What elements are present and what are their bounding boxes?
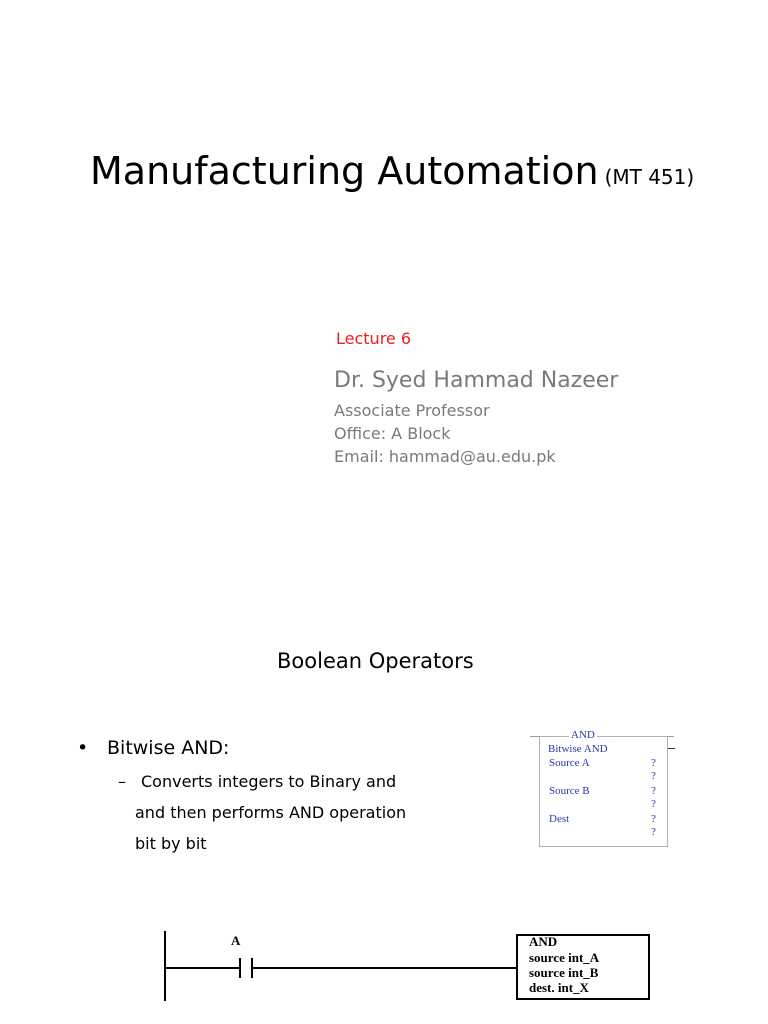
ladder-box-line: dest. int_X xyxy=(529,980,589,995)
block-placeholder: ? xyxy=(651,798,656,810)
block-source-a-label: Source A xyxy=(549,757,590,769)
block-source-b-label: Source B xyxy=(549,785,590,797)
block-title: AND xyxy=(571,729,595,741)
section-heading: Boolean Operators xyxy=(277,649,474,673)
block-name: Bitwise AND xyxy=(548,743,608,755)
sub-bullet-line: Converts integers to Binary and xyxy=(141,772,397,791)
ladder-rung-left xyxy=(164,967,239,969)
block-placeholder: ? xyxy=(651,785,656,797)
ladder-box-line: AND xyxy=(529,934,558,949)
author-name: Dr. Syed Hammad Nazeer xyxy=(334,368,619,393)
author-role: Associate Professor xyxy=(334,401,490,420)
block-placeholder: ? xyxy=(651,826,656,838)
block-output-stub xyxy=(668,748,675,749)
bullet-marker: • xyxy=(77,737,89,759)
sub-bullet-marker: – xyxy=(118,772,126,791)
block-dest-label: Dest xyxy=(549,813,570,825)
sub-bullet-line: bit by bit xyxy=(135,834,207,853)
sub-bullet-line: and then performs AND operation xyxy=(135,803,407,822)
ladder-left-rail xyxy=(164,931,166,1001)
title-text: Manufacturing Automation xyxy=(90,149,599,193)
author-email: Email: hammad@au.edu.pk xyxy=(334,447,556,466)
course-code: (MT 451) xyxy=(604,165,695,189)
ladder-box-line: source int_A xyxy=(529,950,600,965)
contact-label: A xyxy=(231,933,241,948)
bullet-item: Bitwise AND: xyxy=(107,737,230,759)
ladder-box-line: source int_B xyxy=(529,965,599,980)
lecture-number: Lecture 6 xyxy=(336,329,412,348)
block-placeholder: ? xyxy=(651,757,656,769)
block-placeholder: ? xyxy=(651,770,656,782)
ladder-rung-right xyxy=(253,967,516,969)
author-office: Office: A Block xyxy=(334,424,451,443)
slide-title xyxy=(90,146,694,202)
block-placeholder: ? xyxy=(651,813,656,825)
contact-plate-left xyxy=(239,958,241,978)
